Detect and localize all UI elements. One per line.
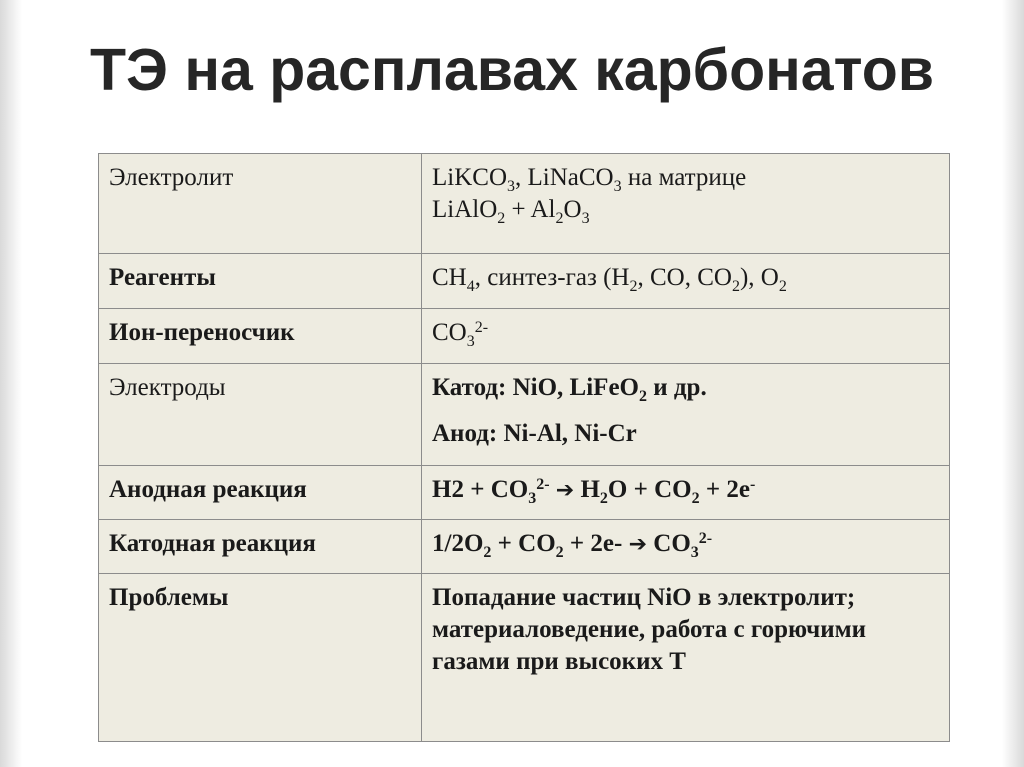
row-label-anode-reaction: Анодная реакция bbox=[99, 466, 422, 520]
table-row bbox=[99, 466, 950, 520]
row-value-reagents: $CH_4$, синтез-газ ($H_2$, CO, $CO_2$), $O_2$ bbox=[422, 254, 950, 309]
row-value-ion-carrier: $CO_3^{2-}$ bbox=[422, 309, 950, 364]
row-value-electrodes bbox=[422, 364, 950, 466]
table-row bbox=[99, 364, 950, 466]
table-row bbox=[99, 254, 950, 309]
arrow-right-icon: ➔ bbox=[628, 532, 648, 557]
slide-edge-right bbox=[1002, 0, 1024, 767]
cathode-line: Катод: NiO, LiFeO$_2$ и др. bbox=[432, 374, 707, 405]
slide-title: ТЭ на расплавах карбонатов bbox=[89, 37, 935, 103]
anode-line: Анод: Ni-Al, Ni-Cr bbox=[432, 420, 637, 447]
table-row bbox=[99, 574, 950, 742]
row-value-cathode-reaction: $1/2O_2 + CO_2 + 2e-$ ➔ $CO_3^{2-}$ bbox=[422, 520, 950, 574]
row-label-ion-carrier: Ион-переносчик bbox=[99, 309, 422, 364]
arrow-right-icon: ➔ bbox=[555, 478, 575, 503]
slide-edge-left bbox=[0, 0, 22, 767]
row-value-problems: Попадание частиц NiO в электролит; материаловедение, работа с горючими газами при высоких T bbox=[422, 574, 950, 742]
row-label-reagents: Реагенты bbox=[99, 254, 422, 309]
table-row bbox=[99, 309, 950, 364]
row-label-cathode-reaction: Катодная реакция bbox=[99, 520, 422, 574]
row-label-electrodes: Электроды bbox=[99, 364, 422, 466]
row-value-electrolyte: LiKCO$_3$, LiNaCO$_3$ на матрице LiAlO$_2$ + $Al_2O_3$ bbox=[422, 154, 950, 254]
table-row bbox=[99, 154, 950, 254]
properties-table bbox=[98, 153, 950, 742]
row-label-electrolyte: Электролит bbox=[99, 154, 422, 254]
row-value-anode-reaction: $H2 + CO_3^{2-}$ ➔ $H_2O + CO_2 + 2e^-$ bbox=[422, 466, 950, 520]
table-row bbox=[99, 520, 950, 574]
row-label-problems: Проблемы bbox=[99, 574, 422, 742]
